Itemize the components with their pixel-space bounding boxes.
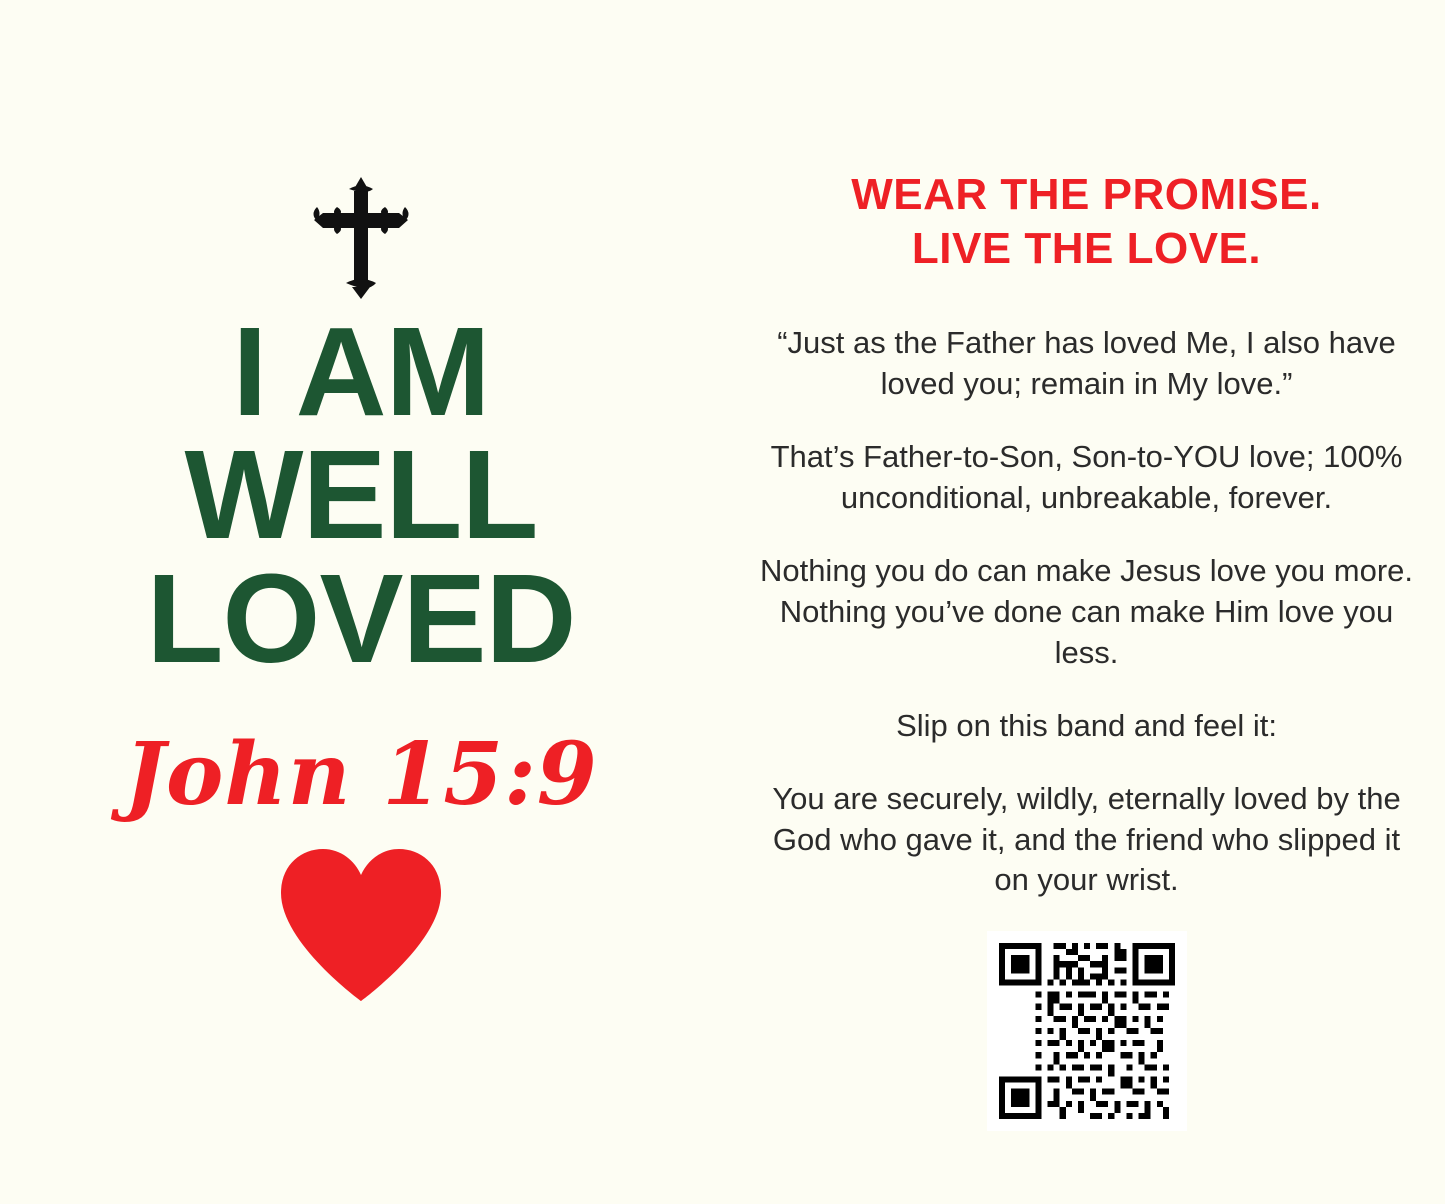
headline-line-1: I AM [232,301,490,442]
qr-code-box[interactable] [987,931,1187,1131]
right-panel [722,0,1445,1204]
headline-line-2: WELL [184,424,538,566]
headline [0,301,722,689]
cross-icon [313,177,409,299]
cross-icon-wrap [313,178,409,298]
body-paragraph-3: Nothing you do can make Jesus love you more. Nothing you’ve done can make Him love you less. [759,552,1414,670]
body-paragraph-5: You are securely, wildly, eternally loved by the God who gave it, and the friend who slipped it on your wrist. [772,780,1401,898]
verse-reference: John 15:9 [124,724,598,826]
qr-code-icon[interactable] [999,943,1175,1119]
left-panel [0,0,722,1204]
body-paragraph-1: “Just as the Father has loved Me, I also have loved you; remain in My love.” [777,325,1396,402]
qr-code-wrap [758,931,1415,1131]
headline-line-3: LOVED [146,547,576,689]
body-paragraph-2: That’s Father-to-Son, Son-to-YOU love; 100% unconditional, unbreakable, forever. [770,439,1403,516]
body-paragraph-4: Slip on this band and feel it: [896,707,1277,743]
promise-title [758,168,1415,275]
promise-title-line-2: LIVE THE LOVE. [911,223,1262,273]
promise-title-line-1: WEAR THE PROMISE. [851,170,1322,219]
body-copy [758,323,1415,901]
heart-icon [277,847,445,1003]
heart-icon-wrap [0,847,722,1003]
